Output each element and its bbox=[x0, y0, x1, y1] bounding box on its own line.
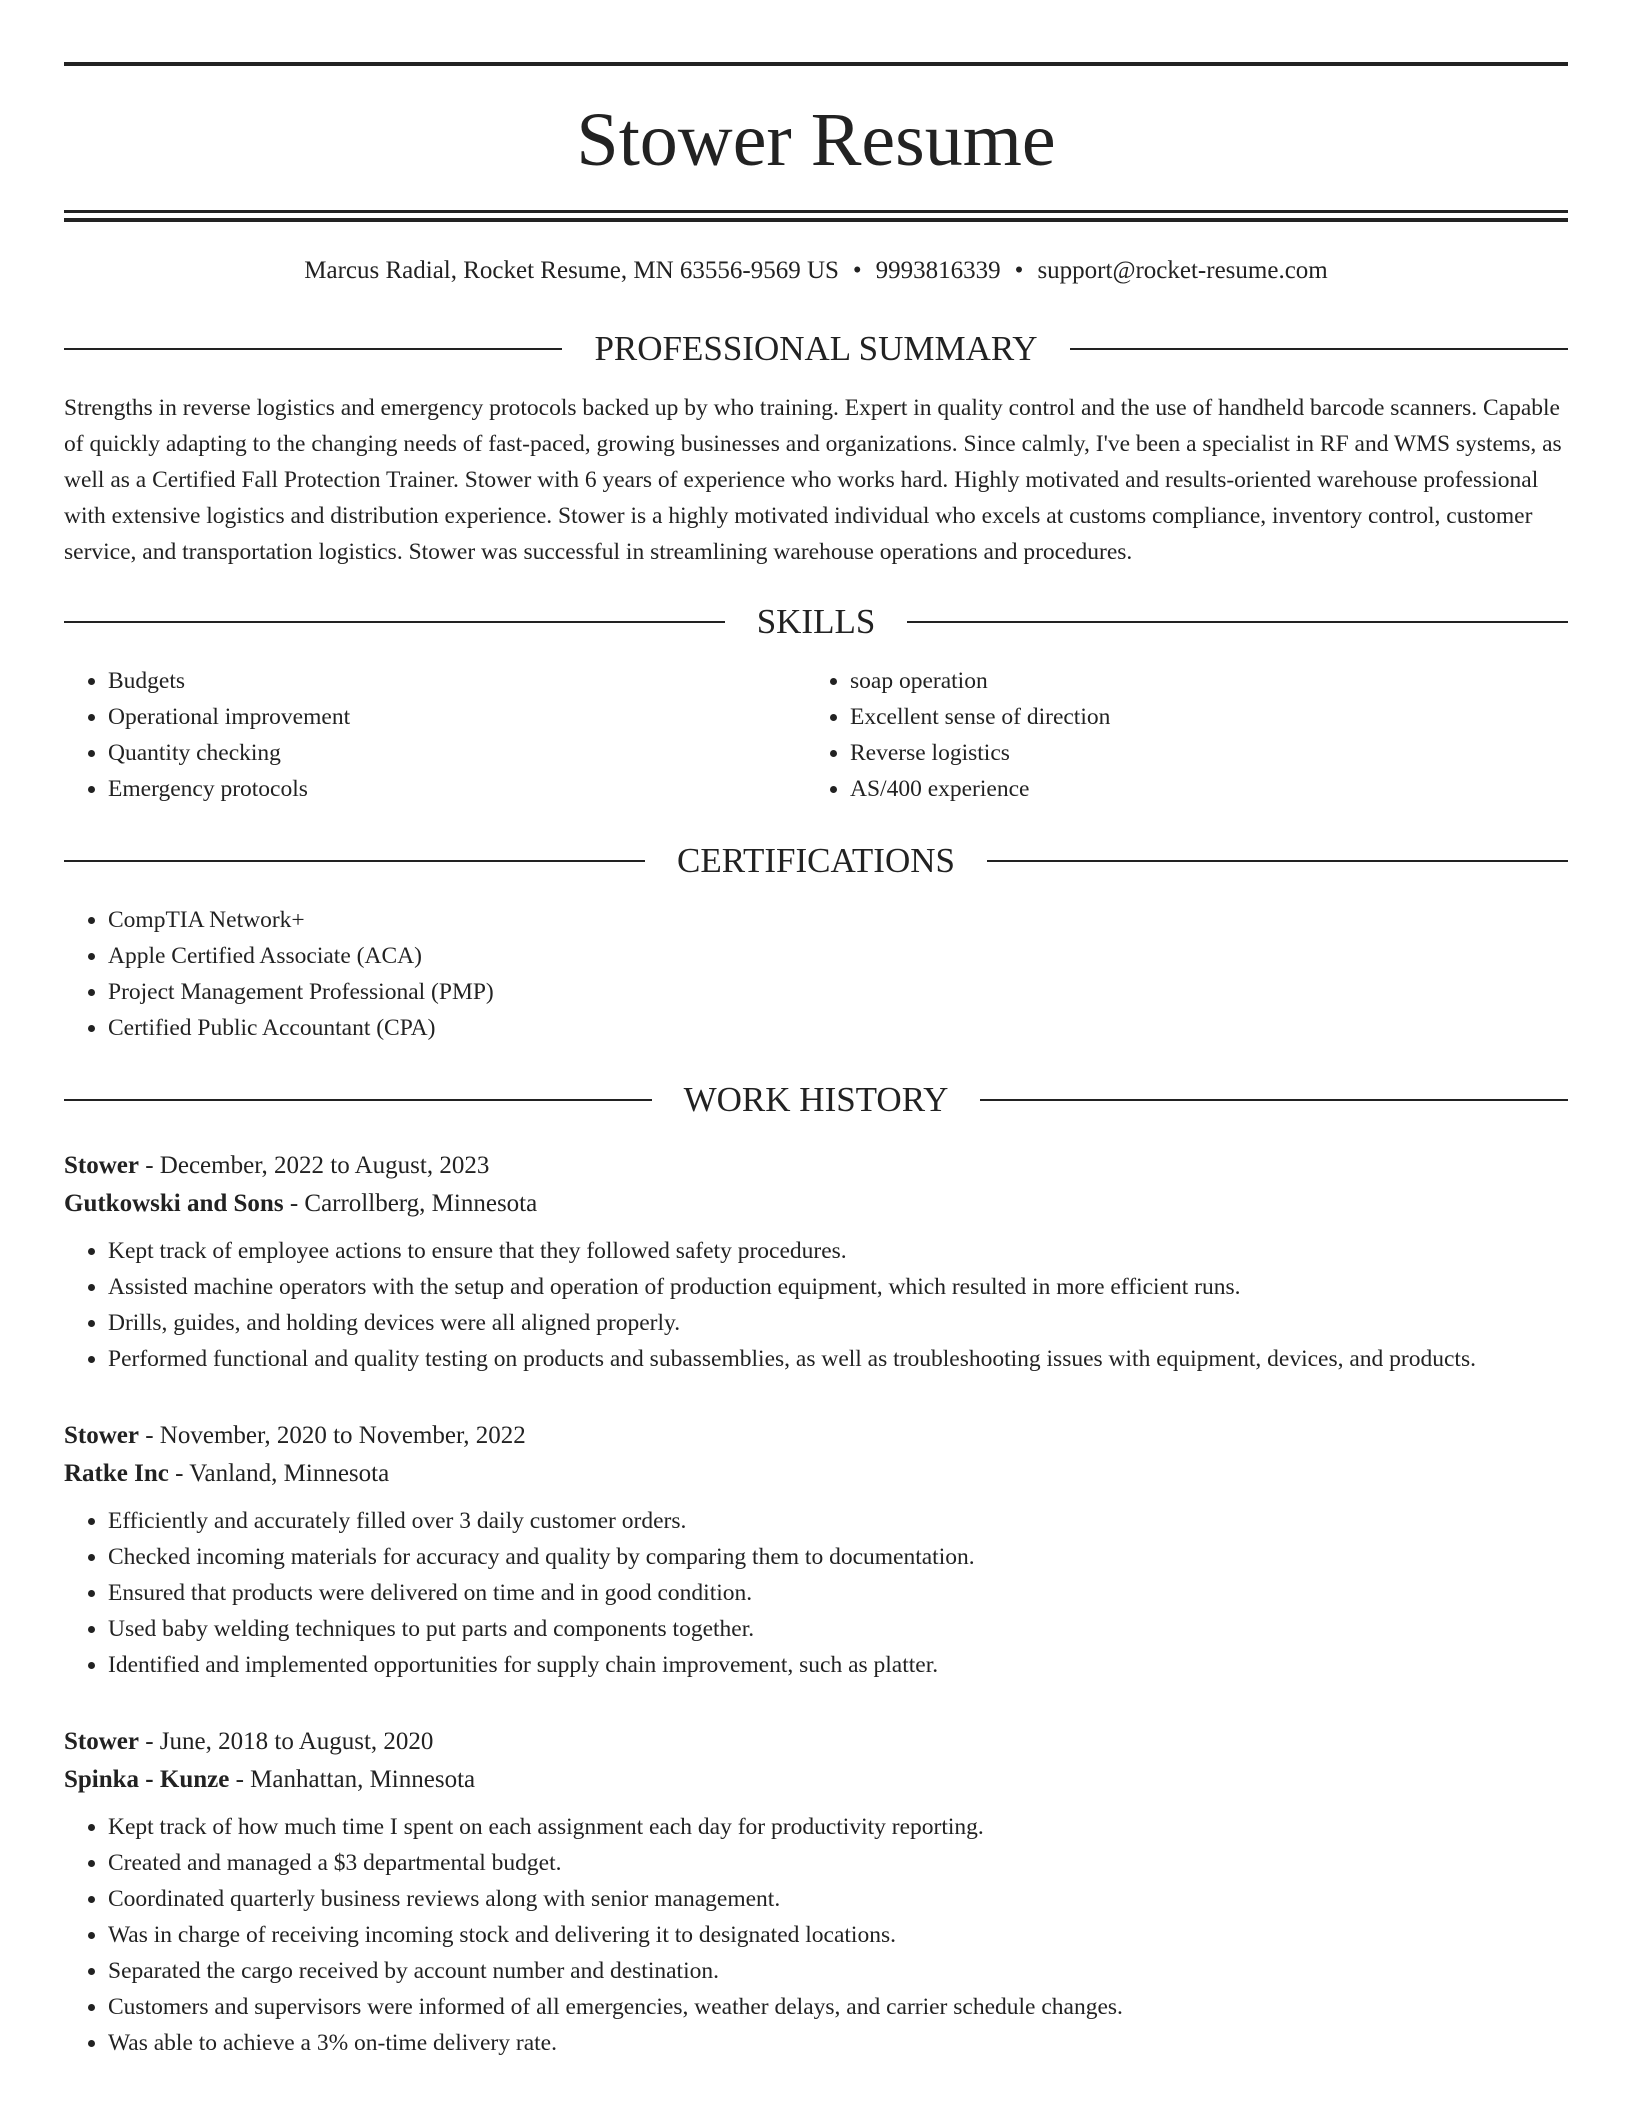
job-duties bbox=[64, 1809, 1568, 2061]
job-duty-item: • Was able to achieve a 3% on-time delivery rate. bbox=[108, 2025, 1568, 2061]
top-rule bbox=[64, 62, 1568, 66]
certifications-list bbox=[64, 902, 1568, 1046]
certification-item: • Apple Certified Associate (ACA) bbox=[108, 938, 1568, 974]
certification-item: • CompTIA Network+ bbox=[108, 902, 1568, 938]
job-duty-item: • Assisted machine operators with the setup and operation of production equipment, which resulted in more efficient runs. bbox=[108, 1269, 1568, 1305]
resume-page bbox=[64, 0, 1568, 2061]
job-duty-item: • Was in charge of receiving incoming stock and delivering it to designated locations. bbox=[108, 1917, 1568, 1953]
contact-address: Marcus Radial, Rocket Resume, MN 63556-9569 US bbox=[304, 257, 839, 284]
job-duties bbox=[64, 1233, 1568, 1377]
job-title: Stower bbox=[64, 1422, 139, 1449]
heading-rule-left bbox=[64, 860, 645, 862]
job-title: Stower bbox=[64, 1728, 139, 1755]
job-dates: - November, 2020 to November, 2022 bbox=[145, 1422, 526, 1449]
job-entry bbox=[64, 1147, 1568, 1377]
job-company-line bbox=[64, 1761, 1568, 1799]
job-duty-item: • Customers and supervisors were informed of all emergencies, weather delays, and carrier schedule changes. bbox=[108, 1989, 1568, 2025]
skill-item: • Excellent sense of direction bbox=[850, 699, 1548, 735]
heading-rule-right bbox=[1070, 348, 1568, 350]
certification-item: • Certified Public Accountant (CPA) bbox=[108, 1010, 1568, 1046]
summary-heading-label: PROFESSIONAL SUMMARY bbox=[594, 329, 1038, 368]
heading-rule-right bbox=[980, 1099, 1568, 1101]
job-duty-item: • Separated the cargo received by account number and destination. bbox=[108, 1953, 1568, 1989]
job-duty-item: • Kept track of employee actions to ensure that they followed safety procedures. bbox=[108, 1233, 1568, 1269]
job-entry bbox=[64, 1723, 1568, 2061]
heading-rule-left bbox=[64, 348, 562, 350]
skill-item: • Emergency protocols bbox=[108, 771, 806, 807]
heading-rule-left bbox=[64, 621, 725, 623]
job-duty-item: • Identified and implemented opportunities for supply chain improvement, such as platter. bbox=[108, 1647, 1568, 1683]
contact-separator: • bbox=[852, 257, 862, 284]
certifications-heading bbox=[64, 843, 1568, 878]
heading-rule-right bbox=[987, 860, 1568, 862]
skills-heading-label: SKILLS bbox=[756, 602, 876, 641]
job-duty-item: • Created and managed a $3 departmental budget. bbox=[108, 1845, 1568, 1881]
job-title-line bbox=[64, 1417, 1568, 1455]
work-history-heading-label: WORK HISTORY bbox=[683, 1080, 949, 1119]
job-dates: - June, 2018 to August, 2020 bbox=[145, 1728, 434, 1755]
job-location: - Vanland, Minnesota bbox=[175, 1460, 390, 1487]
job-duty-item: • Performed functional and quality testing on products and subassemblies, as well as troubleshooting issues with equipment, devices, and products. bbox=[108, 1341, 1568, 1377]
skill-item: • Operational improvement bbox=[108, 699, 806, 735]
job-duty-item: • Kept track of how much time I spent on each assignment each day for productivity reporting. bbox=[108, 1809, 1568, 1845]
job-company-line bbox=[64, 1185, 1568, 1223]
job-duty-item: • Drills, guides, and holding devices were all aligned properly. bbox=[108, 1305, 1568, 1341]
job-company: Ratke Inc bbox=[64, 1460, 169, 1487]
certification-item: • Project Management Professional (PMP) bbox=[108, 974, 1568, 1010]
skill-item: • Quantity checking bbox=[108, 735, 806, 771]
contact-email: support@rocket-resume.com bbox=[1037, 257, 1328, 284]
summary-heading bbox=[64, 331, 1568, 366]
skill-item: • Budgets bbox=[108, 663, 806, 699]
skill-item: • Reverse logistics bbox=[850, 735, 1548, 771]
page-title: Stower Resume bbox=[576, 98, 1056, 182]
job-duty-item: • Used baby welding techniques to put parts and components together. bbox=[108, 1611, 1568, 1647]
heading-rule-right bbox=[907, 621, 1568, 623]
job-duties bbox=[64, 1503, 1568, 1683]
skills-column-left bbox=[64, 663, 806, 807]
job-duty-item: • Coordinated quarterly business reviews along with senior management. bbox=[108, 1881, 1568, 1917]
skills-list bbox=[64, 663, 1568, 807]
job-title-line bbox=[64, 1723, 1568, 1761]
skill-item: • soap operation bbox=[850, 663, 1548, 699]
certifications-heading-label: CERTIFICATIONS bbox=[677, 841, 955, 880]
job-location: - Manhattan, Minnesota bbox=[235, 1766, 476, 1793]
skill-item: • AS/400 experience bbox=[850, 771, 1548, 807]
title-double-rule bbox=[64, 210, 1568, 222]
work-history-heading bbox=[64, 1082, 1568, 1117]
skills-column-right bbox=[806, 663, 1548, 807]
job-company: Spinka - Kunze bbox=[64, 1766, 230, 1793]
job-duty-item: • Efficiently and accurately filled over 3 daily customer orders. bbox=[108, 1503, 1568, 1539]
job-title-line bbox=[64, 1147, 1568, 1185]
contact-line bbox=[64, 258, 1568, 283]
job-location: - Carrollberg, Minnesota bbox=[289, 1190, 538, 1217]
contact-separator: • bbox=[1014, 257, 1024, 284]
heading-rule-left bbox=[64, 1099, 652, 1101]
job-company-line bbox=[64, 1455, 1568, 1493]
job-entry bbox=[64, 1417, 1568, 1683]
summary-text: Strengths in reverse logistics and emergency protocols backed up by who training. Expert in quality control and the use of handheld barcode scanners. Capable of quickly adapting to the changing needs of fast-paced, growing businesses and organizations. Since calmly, I've been a specialist in RF and WMS systems, as well as a Certified Fall Protection Trainer. Stower with 6 years of experience who works hard. Highly motivated and results-oriented warehouse professional with extensive logistics and distribution experience. Stower is a highly motivated individual who excels at customs compliance, inventory control, customer service, and transportation logistics. Stower was successful in streamlining warehouse operations and procedures. bbox=[64, 395, 1562, 565]
job-duty-item: • Ensured that products were delivered on time and in good condition. bbox=[108, 1575, 1568, 1611]
job-duty-item: • Checked incoming materials for accuracy and quality by comparing them to documentation. bbox=[108, 1539, 1568, 1575]
skills-heading bbox=[64, 604, 1568, 639]
contact-phone: 9993816339 bbox=[875, 257, 1001, 284]
job-company: Gutkowski and Sons bbox=[64, 1190, 284, 1217]
job-dates: - December, 2022 to August, 2023 bbox=[145, 1152, 490, 1179]
job-title: Stower bbox=[64, 1152, 139, 1179]
